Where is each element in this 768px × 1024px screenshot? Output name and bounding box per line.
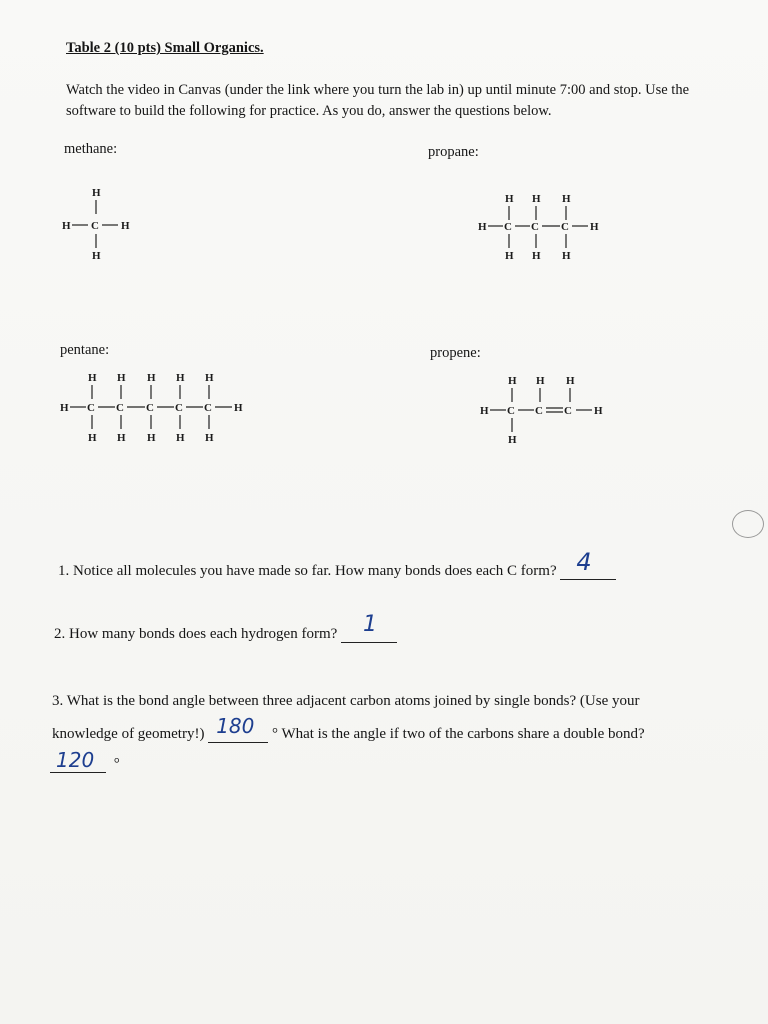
question-3-line-1: 3. What is the bond angle between three adjacent carbon atoms joined by single bonds? (Use your: [52, 693, 640, 709]
atom-h: H: [562, 193, 571, 205]
question-3-answer-1-blank[interactable]: [208, 714, 268, 743]
atom-h: H: [562, 250, 571, 262]
atom-h: H: [594, 405, 603, 417]
question-1-answer-blank[interactable]: [560, 548, 616, 580]
atom-h: H: [205, 432, 214, 444]
atom-c: C: [564, 405, 572, 417]
atom-c: C: [504, 221, 512, 233]
page-title: Table 2 (10 pts) Small Organics.: [66, 40, 264, 56]
atom-h: H: [176, 432, 185, 444]
intro-paragraph: Watch the video in Canvas (under the link where you turn the lab in) up until minute 7:00 and stop. Use the software to build the following for practice. As you do, answer the questions below.: [66, 82, 690, 119]
methane-structure: [58, 182, 148, 267]
propane-label: propane:: [428, 144, 479, 160]
question-3-line-3: [50, 748, 120, 773]
atom-h: H: [147, 432, 156, 444]
propane-structure: [472, 188, 612, 273]
atom-c: C: [531, 221, 539, 233]
question-3-answer-2: 120: [56, 748, 95, 772]
atom-h: H: [88, 372, 97, 384]
atom-c: C: [116, 402, 124, 414]
atom-h: H: [532, 193, 541, 205]
atom-h: H: [92, 187, 101, 199]
atom-h: H: [117, 432, 126, 444]
question-1-text: 1. Notice all molecules you have made so far. How many bonds does each C form?: [58, 563, 557, 579]
atom-c: C: [146, 402, 154, 414]
question-3-text-b: What is the angle if two of the carbons share a double bond?: [281, 726, 645, 742]
degree-symbol: °: [113, 756, 120, 772]
methane-label: methane:: [64, 141, 118, 157]
question-3-line-2: [52, 714, 645, 743]
pentane-structure: [56, 368, 256, 453]
atom-h: H: [92, 250, 101, 262]
degree-symbol: °: [271, 726, 278, 742]
atom-h: H: [505, 250, 514, 262]
atom-h: H: [508, 434, 517, 446]
question-2-answer-blank[interactable]: [341, 612, 397, 643]
atom-h: H: [508, 375, 517, 387]
propene-label: propene:: [430, 345, 481, 361]
atom-h: H: [478, 221, 487, 233]
atom-c: C: [507, 405, 515, 417]
question-2-answer: 1: [363, 612, 378, 637]
atom-c: C: [561, 221, 569, 233]
atom-c: C: [175, 402, 183, 414]
atom-h: H: [566, 375, 575, 387]
atom-h: H: [234, 402, 243, 414]
question-3-answer-1: 180: [216, 714, 255, 738]
atom-c: C: [91, 220, 99, 232]
atom-h: H: [62, 220, 71, 232]
margin-mark: [732, 510, 764, 538]
propene-structure: [474, 370, 614, 455]
atom-c: C: [204, 402, 212, 414]
atom-h: H: [121, 220, 130, 232]
question-1-answer: 4: [576, 548, 592, 576]
atom-h: H: [88, 432, 97, 444]
question-3-text-a: knowledge of geometry!): [52, 726, 205, 742]
atom-c: C: [87, 402, 95, 414]
atom-h: H: [147, 372, 156, 384]
pentane-label: pentane:: [60, 342, 110, 358]
atom-h: H: [480, 405, 489, 417]
atom-h: H: [532, 250, 541, 262]
atom-h: H: [205, 372, 214, 384]
atom-h: H: [590, 221, 599, 233]
question-3-answer-2-blank[interactable]: [50, 748, 106, 773]
question-1: [58, 548, 616, 580]
atom-h: H: [117, 372, 126, 384]
question-2: [54, 612, 397, 643]
atom-c: C: [535, 405, 543, 417]
atom-h: H: [536, 375, 545, 387]
question-2-text: 2. How many bonds does each hydrogen form?: [54, 626, 338, 642]
atom-h: H: [505, 193, 514, 205]
atom-h: H: [176, 372, 185, 384]
atom-h: H: [60, 402, 69, 414]
